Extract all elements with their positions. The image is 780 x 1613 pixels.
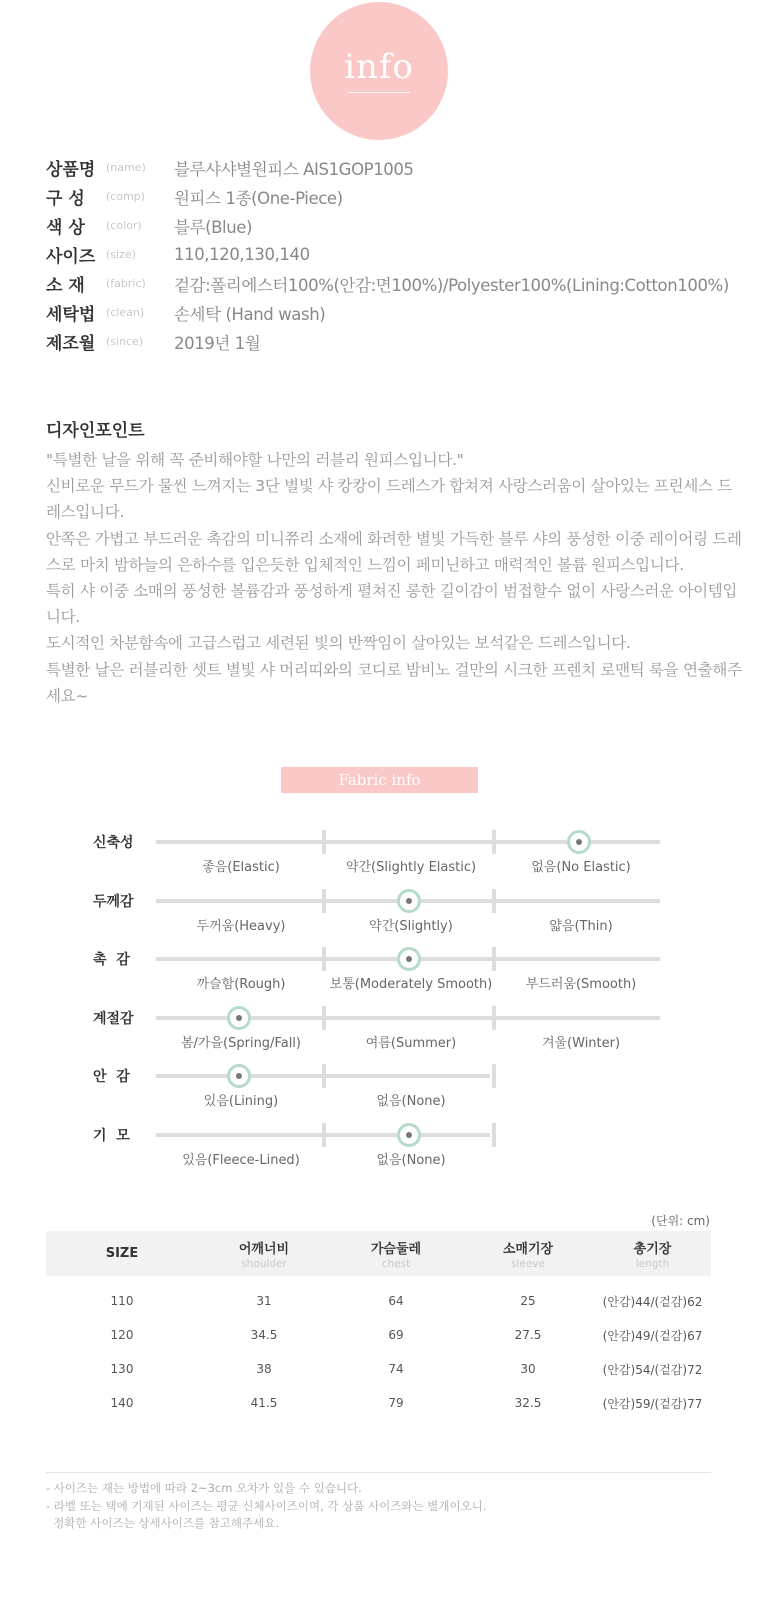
size-table-header: [462, 1231, 594, 1276]
fabric-selected-marker: [227, 1064, 251, 1088]
table-cell: 38: [256, 1362, 272, 1376]
spec-row: [46, 327, 729, 356]
note-line: - 라벨 또는 택에 기재된 사이즈는 평균 신체사이즈이며, 각 상품 사이즈와는 별개이오니.: [46, 1498, 487, 1513]
table-cell: 41.5: [250, 1396, 278, 1410]
spec-row: [46, 269, 729, 298]
spec-label-en: (since): [106, 335, 144, 348]
note-line: - 사이즈는 재는 방법에 따라 2~3cm 오차가 있을 수 있습니다.: [46, 1481, 362, 1495]
header-label: 가슴둘레: [370, 1241, 422, 1257]
header-label: 소매기장: [502, 1241, 554, 1257]
fabric-option: 여름(Summer): [365, 1035, 457, 1051]
note-line: 정확한 사이즈는 상세사이즈를 참고해주세요.: [46, 1516, 280, 1530]
spec-label: 제조월: [46, 334, 96, 354]
spec-value: 블루(Blue): [174, 217, 253, 237]
design-point-paragraph: 도시적인 차분함속에 고급스럽고 세련된 빛의 반짝임이 살아있는 보석같은 드레스입니다.: [46, 634, 631, 653]
fabric-label: 계절감: [93, 1010, 134, 1027]
product-spec-list: [46, 153, 729, 356]
fabric-tick: [492, 830, 496, 854]
table-cell: (안감)54/(겉감)72: [602, 1362, 703, 1377]
fabric-option: 있음(Lining): [203, 1094, 279, 1109]
spec-row: [46, 240, 729, 269]
fabric-tick: [322, 830, 326, 854]
table-row: [46, 1352, 711, 1386]
table-cell: 64: [388, 1294, 404, 1308]
spec-label: 상품명: [46, 160, 96, 180]
table-cell: 79: [388, 1396, 404, 1410]
header-label: SIZE: [105, 1246, 139, 1261]
spec-label-en: (comp): [106, 190, 146, 203]
info-underline: [348, 92, 410, 93]
fabric-option: 없음(No Elastic): [531, 860, 631, 875]
table-cell: 25: [520, 1294, 536, 1308]
size-unit: (단위: cm): [651, 1214, 710, 1228]
header-sublabel: chest: [381, 1257, 411, 1270]
spec-row: [46, 182, 729, 211]
fabric-label: 신축성: [93, 835, 134, 851]
fabric-row: [0, 1060, 780, 1119]
fabric-label: 안 감: [93, 1069, 130, 1085]
spec-row: [46, 211, 729, 240]
spec-label-en: (fabric): [106, 277, 146, 290]
spec-label-en: (size): [106, 248, 136, 261]
fabric-row: [0, 1002, 780, 1061]
fabric-info-title: Fabric info: [281, 767, 478, 793]
size-table-header: [594, 1231, 711, 1276]
fabric-option: 보통(Moderately Smooth): [329, 977, 493, 992]
design-point-body: [46, 447, 746, 709]
design-point-paragraph: "특별한 날을 위해 꼭 준비해야할 나만의 러블리 원피스입니다.": [46, 451, 464, 469]
fabric-option: 두꺼움(Heavy): [196, 918, 286, 934]
spec-value: 2019년 1월: [174, 333, 261, 353]
fabric-row: [0, 885, 780, 944]
table-cell: 31: [256, 1294, 272, 1308]
fabric-info-scales: [0, 826, 780, 1177]
fabric-tick: [492, 947, 496, 971]
fabric-selected-marker: [397, 1123, 421, 1147]
spec-row: [46, 153, 729, 182]
size-notes: [46, 1472, 711, 1533]
fabric-tick: [322, 1123, 326, 1147]
header-sublabel: shoulder: [241, 1257, 287, 1270]
fabric-tick: [492, 1123, 496, 1147]
fabric-option: 있음(Fleece-Lined): [182, 1152, 300, 1168]
fabric-option: 약간(Slightly): [369, 918, 453, 934]
info-title: info: [344, 47, 414, 87]
table-cell: 120: [110, 1328, 134, 1342]
fabric-option: 겨울(Winter): [541, 1035, 621, 1051]
fabric-option: 얇음(Thin): [549, 918, 613, 934]
spec-label: 소 재: [46, 276, 85, 296]
spec-label-en: (color): [106, 219, 142, 232]
table-cell: 110: [110, 1294, 134, 1308]
header-sublabel: length: [635, 1257, 670, 1270]
table-cell: (안감)49/(겉감)67: [602, 1328, 703, 1343]
fabric-label: 기 모: [93, 1127, 130, 1144]
design-point-title: 디자인포인트: [46, 421, 145, 441]
table-row: [46, 1386, 711, 1420]
design-point-paragraph: 특히 샤 이중 소매의 풍성한 볼륨감과 풍성하게 펼쳐진 롱한 길이감이 범접할수 없이 사랑스러운 아이템입니다.: [46, 582, 738, 627]
design-point-paragraph: 특별한 날은 러블리한 셋트 별빛 샤 머리띠와의 코디로 밤비노 걸만의 시크한 프렌치 로맨틱 룩을 연출해주세요~: [46, 660, 742, 705]
design-point-paragraph: 안쪽은 가볍고 부드러운 촉감의 미니쮸리 소재에 화려한 별빛 가득한 블루 샤의 풍성한 이중 레이어링 드레스로 마치 밤하늘의 은하수를 입은듯한 입체적인 느낌이 페미닌하고 매력적인 볼륨 원피스입니다.: [46, 529, 742, 574]
fabric-label: 촉 감: [93, 952, 130, 968]
table-cell: (안감)44/(겉감)62: [602, 1294, 703, 1309]
fabric-tick: [322, 947, 326, 971]
header-label: 어깨너비: [238, 1241, 290, 1257]
table-cell: 130: [110, 1362, 134, 1376]
spec-value: 원피스 1종(One-Piece): [174, 188, 343, 208]
fabric-option: 약간(Slightly Elastic): [345, 860, 477, 875]
fabric-tick: [322, 889, 326, 913]
spec-value: 겉감:폴리에스터100%(안감:면100%)/Polyester100%(Lining:Cotton100%): [174, 275, 729, 295]
info-badge: [310, 2, 448, 140]
fabric-tick: [492, 1006, 496, 1030]
fabric-tick: [322, 1064, 326, 1088]
header-label: 총기장: [633, 1241, 672, 1257]
fabric-option: 없음(None): [376, 1094, 446, 1109]
table-row: [46, 1318, 711, 1352]
fabric-selected-marker: [397, 947, 421, 971]
table-cell: 34.5: [250, 1328, 278, 1342]
size-table-header: [330, 1231, 462, 1276]
spec-label: 사이즈: [46, 247, 96, 267]
fabric-option: 좋음(Elastic): [202, 860, 280, 875]
spec-value: 블루샤샤별원피스 AIS1GOP1005: [174, 159, 414, 179]
fabric-selected-marker: [567, 830, 591, 854]
design-point-paragraph: 신비로운 무드가 물씬 느껴지는 3단 별빛 샤 캉캉이 드레스가 합쳐져 사랑스러움이 살아있는 프린세스 드레스입니다.: [46, 477, 732, 522]
size-table: [46, 1231, 711, 1420]
table-cell: (안감)59/(겉감)77: [602, 1396, 703, 1411]
fabric-selected-marker: [227, 1006, 251, 1030]
fabric-selected-marker: [397, 889, 421, 913]
table-cell: 30: [520, 1362, 536, 1376]
fabric-option: 봄/가을(Spring/Fall): [180, 1035, 301, 1051]
table-cell: 69: [388, 1328, 404, 1342]
header-sublabel: sleeve: [511, 1257, 545, 1270]
fabric-track: [156, 1074, 490, 1078]
fabric-row: [0, 826, 780, 885]
spec-row: [46, 298, 729, 327]
table-cell: 27.5: [514, 1328, 542, 1342]
fabric-row: [0, 1119, 780, 1178]
fabric-option: 없음(None): [376, 1152, 446, 1168]
fabric-row: [0, 943, 780, 1002]
spec-label-en: (name): [106, 161, 146, 174]
size-table-header: [46, 1231, 198, 1276]
spec-label: 구 성: [46, 189, 85, 209]
fabric-option: 부드러움(Smooth): [525, 977, 637, 992]
size-table-header: [198, 1231, 330, 1276]
fabric-label: 두께감: [93, 893, 134, 910]
fabric-tick: [322, 1006, 326, 1030]
spec-label: 세탁법: [46, 305, 96, 325]
table-cell: 140: [110, 1396, 134, 1410]
fabric-option: 까슬함(Rough): [196, 977, 286, 992]
spec-label-en: (clean): [106, 306, 145, 319]
fabric-tick: [492, 889, 496, 913]
spec-value: 110,120,130,140: [174, 245, 310, 264]
spec-label: 색 상: [46, 218, 85, 238]
table-row: [46, 1276, 711, 1318]
spec-value: 손세탁 (Hand wash): [174, 304, 326, 324]
fabric-track: [156, 1133, 490, 1137]
table-cell: 74: [388, 1362, 404, 1376]
fabric-tick: [492, 1064, 496, 1088]
table-cell: 32.5: [514, 1396, 542, 1410]
